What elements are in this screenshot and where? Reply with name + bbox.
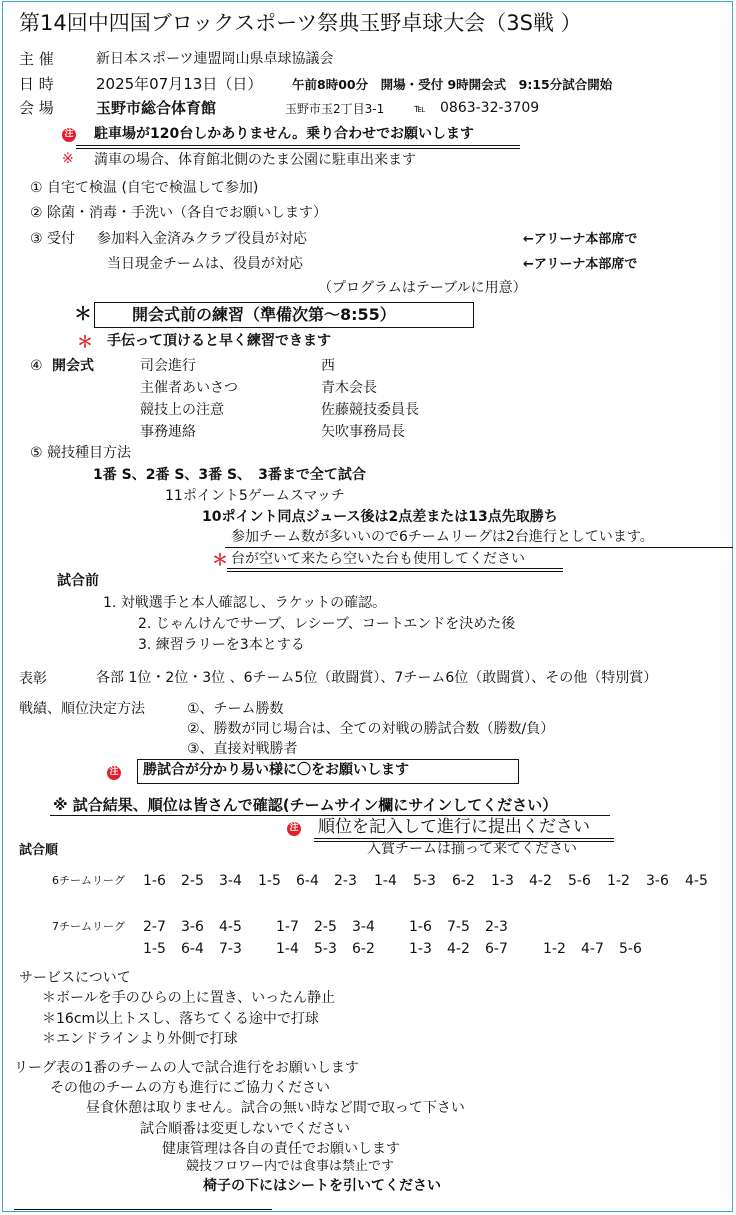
parking-underline-2: [76, 148, 520, 149]
match-pair: 5-3: [413, 873, 436, 889]
six-team-note: 参加チーム数が多いいので6チームリーグは2台進行としています。: [231, 529, 654, 545]
submit-underline-1: [314, 838, 614, 839]
ranking-note-mark: [107, 765, 121, 783]
match-pair: 1-3: [491, 873, 514, 889]
service-rule-2: ＊16cm以上トスし、落ちてくる途中で打球: [42, 1011, 319, 1027]
six-league-label: 6チームリーグ: [52, 874, 125, 887]
match-pair: 2-3: [485, 919, 508, 935]
caution-icon: 注: [62, 128, 76, 142]
before-match-heading: 試合前: [57, 573, 99, 589]
match-pair: 2-5: [314, 919, 337, 935]
ceremony-person: 青木会長: [321, 380, 377, 396]
item-3-label: ③ 受付: [30, 231, 76, 247]
match-pair: 6-2: [452, 873, 475, 889]
match-pair: 7-5: [447, 919, 470, 935]
match-pair: 1-4: [374, 873, 397, 889]
match-pair: 6-7: [485, 941, 508, 957]
match-pair: 1-4: [276, 941, 299, 957]
practice-star: ＊: [74, 304, 92, 325]
match-pair: 3-6: [181, 919, 204, 935]
match-pair: 6-4: [296, 873, 319, 889]
before-match-step-2: 2. じゃんけんでサーブ、レシーブ、コートエンドを決めた後: [138, 616, 516, 632]
ceremony-person: 矢吹事務局長: [321, 424, 405, 440]
table-star: ＊: [212, 550, 229, 569]
item-4-label: 開会式: [52, 358, 94, 374]
match-pair: 6-2: [352, 941, 375, 957]
program-note: （プログラムはテーブルに用意）: [318, 280, 527, 296]
match-pair: 1-3: [409, 941, 432, 957]
venue-address: 玉野市玉2丁目3-1: [285, 102, 385, 116]
match-pair: 1-5: [258, 873, 281, 889]
match-pair: 1-6: [143, 873, 166, 889]
closing-2: その他のチームの方も進行にご協力ください: [50, 1080, 330, 1096]
match-pair: 2-7: [143, 919, 166, 935]
item-3a-place: ←アリーナ本部席で: [523, 232, 638, 247]
item-5: ⑤ 競技種目方法: [30, 445, 132, 461]
match-pair: 3-4: [219, 873, 242, 889]
closing-5: 健康管理は各自の責任でお願いします: [162, 1141, 400, 1157]
caution-icon: 注: [287, 822, 301, 836]
match-pair: 3-6: [646, 873, 669, 889]
match-format: 1番 S、2番 S、3番 S、 3番まで全て試合: [93, 467, 366, 483]
ceremony-person: 佐藤競技委員長: [321, 402, 419, 418]
caution-icon: 注: [107, 766, 121, 780]
submit-mark: [287, 821, 301, 839]
match-pair: 1-6: [409, 919, 432, 935]
item-3b: 当日現金チームは、役員が対応: [107, 256, 303, 272]
match-pair: 1-2: [607, 873, 630, 889]
match-pair: 5-6: [568, 873, 591, 889]
table-underline-2: [227, 571, 563, 572]
tel-number: 0863-32-3709: [440, 100, 540, 116]
organizer-label: 主 催: [19, 50, 54, 68]
match-pair: 2-3: [334, 873, 357, 889]
match-pair: 3-4: [352, 919, 375, 935]
item-2: ② 除菌・消毒・手洗い（各自でお願いします）: [30, 205, 327, 221]
match-pair: 1-7: [276, 919, 299, 935]
table-underline-1: [227, 568, 563, 569]
event-schedule: 午前8時00分 開場・受付 9時開会式 9:15分試合開始: [292, 77, 613, 92]
ranking-rule-1: ①、チーム勝数: [187, 701, 284, 717]
ranking-note-box: 勝試合が分かり易い様に〇をお願いします: [137, 759, 519, 784]
order-heading: 試合順: [19, 843, 59, 858]
item-1: ① 自宅て検温 (自宅で検温して参加): [30, 180, 259, 196]
match-pair: 4-7: [581, 941, 604, 957]
seven-league-label: 7チームリーグ: [52, 920, 125, 933]
match-pair: 4-5: [685, 873, 708, 889]
ceremony-role: 競技上の注意: [140, 402, 224, 418]
closing-3: 昼食休憩は取りません。試合の無い時など間で取って下さい: [86, 1100, 465, 1116]
organizer: 新日本スポーツ連盟岡山県卓球協議会: [96, 51, 334, 67]
points-rule: 11ポイント5ゲームスマッチ: [165, 488, 345, 504]
date-label: 日 時: [19, 75, 54, 93]
before-match-step-1: 1. 対戦選手と本人確認し、ラケットの確認。: [103, 595, 387, 611]
award-label: 表彰: [19, 671, 47, 687]
parking-underline-1: [76, 145, 520, 146]
footer-rule: [14, 1209, 272, 1210]
confirm-underline: [50, 815, 610, 816]
closing-6: 競技フロワー内では食事は禁止です: [186, 1159, 395, 1174]
ceremony-person: 西: [321, 358, 335, 374]
page-title: 第14回中四国ブロックスポーツ祭典玉野卓球大会（3S戦 ）: [19, 11, 582, 35]
confirm-note: ※ 試合結果、順位は皆さんで確認(チームサイン欄にサインしてください）: [53, 796, 558, 814]
help-star: ＊: [77, 332, 94, 351]
practice-box: 開会式前の練習（準備次第～8:55）: [94, 302, 474, 328]
ranking-rule-3: ③、直接対戦勝者: [187, 741, 298, 757]
item-4-number: ④: [30, 358, 43, 374]
ranking-rule-2: ②、勝数が同じ場合は、全ての対戦の勝試合数（勝数/負）: [187, 721, 555, 737]
help-note: 手伝って頂けると早く練習できます: [107, 333, 331, 349]
service-rule-1: ＊ボールを手のひらの上に置き、いったん静止: [42, 990, 336, 1006]
event-date: 2025年07月13日（日）: [96, 75, 263, 93]
closing-4: 試合順番は変更しないでください: [140, 1121, 350, 1137]
ceremony-role: 主催者あいさつ: [140, 380, 238, 396]
venue-name: 玉野市総合体育館: [96, 99, 217, 117]
closing-1: リーグ表の1番のチームの人で試合進行をお願いします: [14, 1060, 359, 1076]
match-pair: 7-3: [219, 941, 242, 957]
match-pair: 1-2: [543, 941, 566, 957]
match-pair: 2-5: [181, 873, 204, 889]
overflow-note: 満車の場合、体育館北側のたま公園に駐車出来ます: [94, 152, 416, 168]
award-text: 各部 1位・2位・3位 、6チーム5位（敢闘賞）、7チーム6位（敢闘賞）、その他（特別賞）: [96, 670, 658, 686]
item-3a: 参加料入金済みクラブ役員が対応: [97, 231, 307, 247]
six-team-underline: [225, 547, 733, 548]
item-3b-place: ←アリーナ本部席で: [523, 257, 638, 272]
match-pair: 6-4: [181, 941, 204, 957]
before-match-step-3: 3. 練習ラリーを3本とする: [138, 637, 305, 653]
venue-label: 会 場: [19, 99, 54, 117]
match-pair: 4-2: [529, 873, 552, 889]
match-pair: 5-6: [619, 941, 642, 957]
deuce-rule: 10ポイント同点ジュース後は2点差または13点先取勝ち: [202, 509, 558, 525]
closing-7: 椅子の下にはシートを引いてください: [203, 1178, 441, 1194]
tel-label: ℡: [414, 102, 426, 115]
submit-note: 順位を記入して進行に提出ください: [318, 817, 590, 837]
match-pair: 4-2: [447, 941, 470, 957]
table-note: 台が空いて来たら空いた台も使用してください: [231, 551, 525, 567]
ceremony-role: 事務連絡: [140, 424, 196, 440]
winners-note: 入賞チームは揃って来てください: [367, 841, 577, 857]
match-pair: 1-5: [143, 941, 166, 957]
match-pair: 5-3: [314, 941, 337, 957]
parking-note: 駐車場が120台しかありません。乗り合わせでお願いします: [94, 126, 475, 142]
parking-mark: [62, 127, 76, 145]
ranking-label: 戦績、順位決定方法: [19, 701, 145, 717]
service-heading: サービスについて: [19, 970, 131, 986]
overflow-mark: ※: [62, 151, 74, 167]
match-pair: 4-5: [219, 919, 242, 935]
ceremony-role: 司会進行: [140, 358, 196, 374]
service-rule-3: ＊エンドラインより外側で打球: [42, 1031, 238, 1047]
